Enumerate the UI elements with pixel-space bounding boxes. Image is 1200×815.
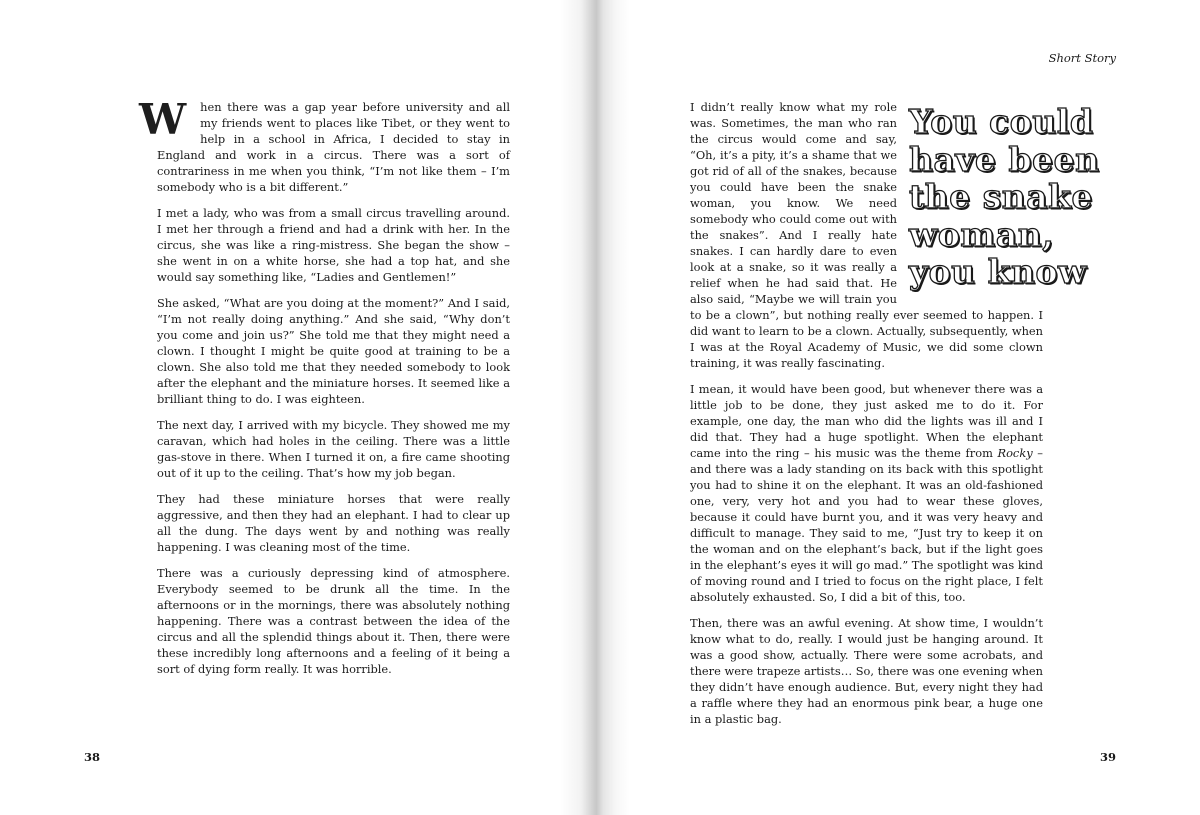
pull-quote-line: have been — [909, 139, 1100, 179]
drop-cap: W — [139, 95, 187, 144]
book-gutter-shadow — [560, 0, 630, 815]
pull-quote-line: woman, — [909, 214, 1055, 254]
paragraph-text: I didn’t really know what my role was. Sometimes, the man who ran the circus would come and say, “Oh, it’s a pity, it’s a shame that we got rid of all of the snakes, because you could have been the snake woman, you know. We need somebody who could come out with the snakes”. And I really hate snakes. I can hardly dare to even look at a snake, so it was really a relief when he had said that. He also said, “Maybe we will train you to be a clown”, but nothing really ever seemed to happen. I did want to learn to be a clown. Actually, subsequently, when I was at the Royal Academy of Music, we did some clown training, it was really fascinating. — [690, 100, 1043, 370]
film-title: Rocky — [997, 446, 1033, 460]
paragraph-text: I mean, it would have been good, but whenever there was a little job to be done, they just asked me to do it. For example, one day, the man who did the lights was ill and I did that. They had a huge spotlight. When the elephant came into the ring – his music was the theme from — [690, 382, 1043, 460]
left-page-text — [139, 95, 510, 687]
pull-quote-line: you know — [909, 252, 1087, 291]
paragraph-text: hen there was a gap year before university and all my friends went to places like Tibet, or they went to help in a school in Africa, I decided to stay in England and work in a circus. There was a sort of contrariness in me when you think, “I’m not like them – I’m somebody who is a bit different.” — [157, 100, 510, 194]
paragraph: The next day, I arrived with my bicycle. They showed me my caravan, which had holes in the ceiling. There was a little gas-stove in there. When I turned it on, a fire came shooting out of it up to the ceiling. That’s how my job began. — [157, 418, 510, 480]
paragraph: Then, there was an awful evening. At show time, I wouldn’t know what to do, really. I would just be hanging around. It was a good show, actually. There were some acrobats, and there were trapeze artists… So, there was one evening when they didn’t have enough audience. But, every night they had a raffle where they had an enormous pink bear, a huge one in a plastic bag. — [690, 616, 1043, 726]
right-page-text — [690, 99, 1100, 737]
page-number-right: 39 — [1099, 750, 1116, 764]
pull-quote-line: the snake — [909, 177, 1094, 216]
paragraph: I met a lady, who was from a small circus travelling around. I met her through a friend and had a drink with her. In the circus, she was like a ring-mistress. She began the show – she went in on a white horse, she had a top hat, and she would say something like, “Ladies and Gentlemen!” — [157, 206, 510, 284]
pull-quote-line: You could — [909, 102, 1094, 141]
paragraph — [139, 95, 510, 195]
paragraph: They had these miniature horses that were really aggressive, and then they had an elephant. I had to clear up all the dung. The days went by and nothing was really happening. I was cleaning most of the time. — [157, 492, 510, 554]
running-head: Short Story — [1048, 51, 1116, 65]
paragraph: There was a curiously depressing kind of atmosphere. Everybody seemed to be drunk all the time. In the afternoons or in the mornings, there was absolutely nothing happening. There was a contrast between the idea of the circus and all the splendid things about it. Then, there were these incredibly long afternoons and a feeling of it being a sort of dying form really. It was horrible. — [157, 566, 510, 676]
page-number-left: 38 — [84, 750, 101, 764]
pull-quote — [909, 102, 1100, 291]
paragraph-text: – and there was a lady standing on its back with this spotlight you had to shine it on the elephant. It was an old-fashioned one, very, very hot and you had to wear these gloves, because it could have burnt you, and it was very heavy and difficult to manage. They said to me, “Just try to keep it on the woman and on the elephant’s back, but if the light goes in the elephant’s eyes it will go mad.” The spotlight was kind of moving round and I tried to focus on the right place, I felt absolutely exhausted. So, I did a bit of this, too. — [690, 446, 1043, 604]
paragraph: She asked, “What are you doing at the moment?” And I said, “I’m not really doing anything.” And she said, “Why don’t you come and join us?” She told me that they might need a clown. I thought I might be quite good at training to be a clown. She also told me that they needed somebody to look after the elephant and the miniature horses. It seemed like a brilliant thing to do. I was eighteen. — [157, 296, 510, 406]
paragraph — [690, 381, 1043, 605]
paragraph — [690, 99, 1100, 371]
